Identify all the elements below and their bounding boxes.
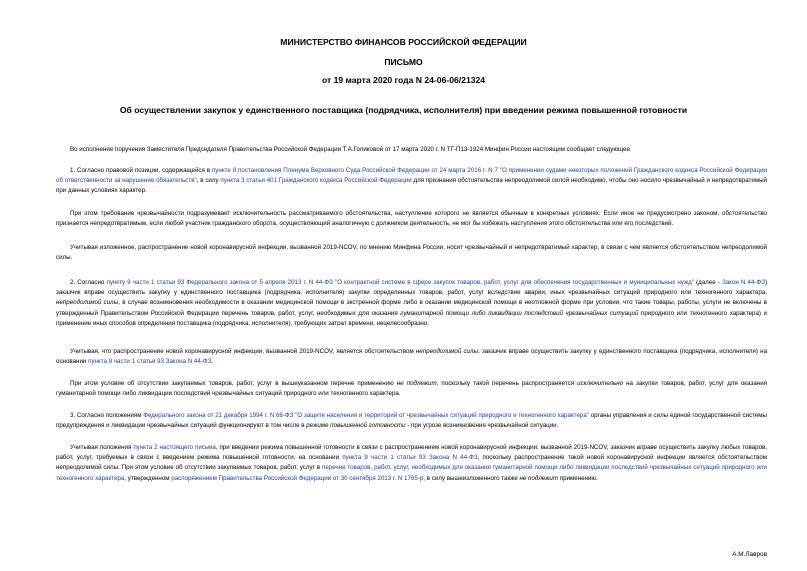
- paragraph-1: [56, 166, 767, 197]
- link-law-44fz[interactable]: Закон N 44-ФЗ: [722, 279, 765, 286]
- text-run: .: [211, 358, 214, 366]
- italic-run: исключительно: [577, 380, 624, 387]
- text-run: для признания обстоятельства непреодолимой силой необходимо, чтобы оно носило чрезвычайный и непредотвратимый при данных условиях характер.: [56, 177, 767, 195]
- ministry-heading: МИНИСТЕРСТВО ФИНАНСОВ РОССИЙСКОЙ ФЕДЕРАЦИИ: [280, 37, 527, 47]
- text-run: 3. Согласно положениям: [70, 412, 144, 419]
- text-run: При этом условие об отсутствии закупаемых товаров, работ, услуг в вышеуказанном перечне применению: [70, 380, 397, 387]
- link-law-68fz[interactable]: Федерального закона от 21 декабря 1994 г. N 68-ФЗ "О защите населения и территорий от чрезвычайных ситуаций природного и техногенного характера": [143, 412, 589, 419]
- link-law-44fz-93[interactable]: пункту 9 части 1 статьи 93 Федерального закона от 5 апреля 2013 г. N 44-ФЗ "О контрактной системе в сфере закупок товаров, работ, услуг для обеспечения государственных и муниципальных нужд": [106, 279, 694, 286]
- paragraph-7: [56, 411, 767, 431]
- text-run: 1. Согласно правовой позиции, содержащейся в: [70, 167, 212, 174]
- link-plenum-resolution[interactable]: пункте 8 постановления Пленума Верховного Суда Российской Федерации от 24 марта 2016 г. N 7 "О применении судами некоторых положений Гражданского кодекса Российской Федерации об ответственности за нарушение обязательств": [56, 167, 767, 185]
- text-run: природного или техногенного характера) и применение иных способов определения поставщика (подрядчика, исполнителя), требующих затрат времени, нецелесообразно.: [56, 309, 767, 327]
- italic-run: гуманитарной помощи либо ликвидации последствий чрезвычайных ситуаций: [400, 309, 639, 317]
- text-run: на закупки товаров, работ, услуг для оказания гуманитарной помощи либо ликвидации последствий чрезвычайных ситуаций природного или техногенного характера.: [56, 380, 768, 398]
- paragraph-intro: [56, 145, 767, 155]
- link-goods-list[interactable]: перечне товаров, работ, услуг, необходимых для оказания гуманитарной помощи либо ликвидации последствий чрезвычайных ситуаций природного или техногенного характера: [56, 464, 768, 482]
- text-run: Учитывая положения: [70, 444, 134, 451]
- text-run: органы управления и силы единой государственной системы предупреждения и ликвидации чрезвычайных ситуаций функционируют в том числе в: [56, 412, 767, 430]
- link-law-44fz-93-p9[interactable]: пункта 9 части 1 статьи 93 Закона N 44-ФЗ: [88, 358, 212, 366]
- text-run: - при угрозе возникновения чрезвычайной ситуации.: [405, 422, 559, 430]
- text-run: При этом требование чрезвычайности подразумевает исключительность рассматриваемого обстоятельства, наступление которого не является обычным в конкретных условиях. Если иное не предусмотрено законом, обстоятельство признается непредотвратимым, если любой участник гражданского оборота, осуществляющий аналогичную с должником деятельность, не мог бы избежать наступления этого обстоятельства или его последствий.: [56, 210, 767, 228]
- text-run: , поскольку такой перечень распространяется: [436, 380, 578, 387]
- doc-subject: Об осуществлении закупок у единственного поставщика (подрядчика, исполнителя) при введении режима повышенной готовности: [119, 105, 688, 115]
- text-run: , поскольку распространение такой новой коронавирусной инфекции является обстоятельством непреодолимой силы. При этом условие об отсутствии закупаемых товаров, работ, услуг в: [56, 454, 768, 472]
- text-run: , в силу вышеизложенного также: [423, 474, 520, 482]
- text-run: Учитывая, что распространение новой коронавирусной инфекции, вызванной 2019-NCOV, является обстоятельством: [70, 348, 416, 355]
- italic-run: непреодолимой силы: [415, 348, 479, 355]
- paragraph-3: [56, 243, 767, 263]
- paragraph-8: [56, 443, 767, 484]
- paragraph-6: [56, 379, 767, 399]
- text-run: , при введении режима повышенной готовности в связи с распространением новой коронавирусной инфекции, вызванной 2019-NCOV, заказчик: [215, 444, 637, 451]
- doc-date-number: от 19 марта 2020 года N 24-06-06/21324: [321, 75, 486, 85]
- text-run: осуществить закупку любых товаров, работ, услуг, требуемых в связи с введением режима повышенной готовности, на основании: [56, 444, 768, 462]
- link-government-order-1765r[interactable]: распоряжением Правительства Российской Федерации от 30 сентября 2013 г. N 1765-р: [171, 474, 424, 482]
- link-law-44fz-93-p9-b[interactable]: пункта 9 части 1 статьи 93 Закона N 44-ФЗ: [342, 454, 478, 462]
- italic-run: не подлежит: [519, 474, 559, 482]
- text-run: Учитывая изложенное, распространение новой коронавирусной инфекции, вызванной 2019-NCOV, по мнению Минфина России, носит чрезвычайный и непредотвратимый характер, в связи с чем является обстоятельством непреодолимой силы.: [56, 244, 767, 262]
- paragraph-4: [56, 278, 767, 329]
- text-run: ) заказчик вправе осуществить закупку у единственного поставщика (подрядчика, исполнителя) закупки определенных товаров, работ, услуг вследствие аварии, иных чрезвычайных ситуаций природного или техногенного характера,: [56, 279, 767, 297]
- italic-run: вправе: [636, 444, 657, 451]
- italic-run: не подлежит: [396, 380, 437, 387]
- text-run: (далее -: [693, 279, 722, 286]
- text-run: , в случае возникновения необходимости в оказании медицинской помощи в экстренной форме либо в оказании медицинской помощи в неотложной форме при условии, что такие товары, работы, услуги не включены в утвержденный Правительством Российской Федерации перечень товаров, работ, услуг, необходимых для оказания: [56, 299, 767, 317]
- paragraph-2: [56, 209, 767, 229]
- signature: А.М.Лавров: [732, 551, 767, 558]
- italic-run: режиме повышенной готовности: [306, 422, 406, 430]
- link-point-2-letter[interactable]: пункта 2 настоящего письма: [133, 444, 216, 451]
- text-run: , утвержденном: [124, 474, 172, 482]
- italic-run: непреодолимой силы: [56, 299, 119, 307]
- text-run: , в силу: [196, 177, 221, 185]
- text-run: , заказчик вправе осуществить закупку у единственного поставщика (подрядчика, исполнителя) на основании: [56, 348, 768, 366]
- paragraph-5: [56, 347, 767, 367]
- paragraph-intro-text: Во исполнение поручения Заместителя Председателя Правительства Российской Федерации Т.А.Голиковой от 17 марта 2020 г. N ТГ-П13-1924 Минфин России настоящим сообщает следующее.: [70, 146, 632, 153]
- link-civil-code-401[interactable]: пункта 3 статьи 401 Гражданского кодекса Российской Федерации: [220, 177, 412, 185]
- doc-type-heading: ПИСЬМО: [384, 57, 423, 67]
- text-run: применению.: [558, 474, 598, 482]
- text-run: 2. Согласно: [70, 279, 107, 286]
